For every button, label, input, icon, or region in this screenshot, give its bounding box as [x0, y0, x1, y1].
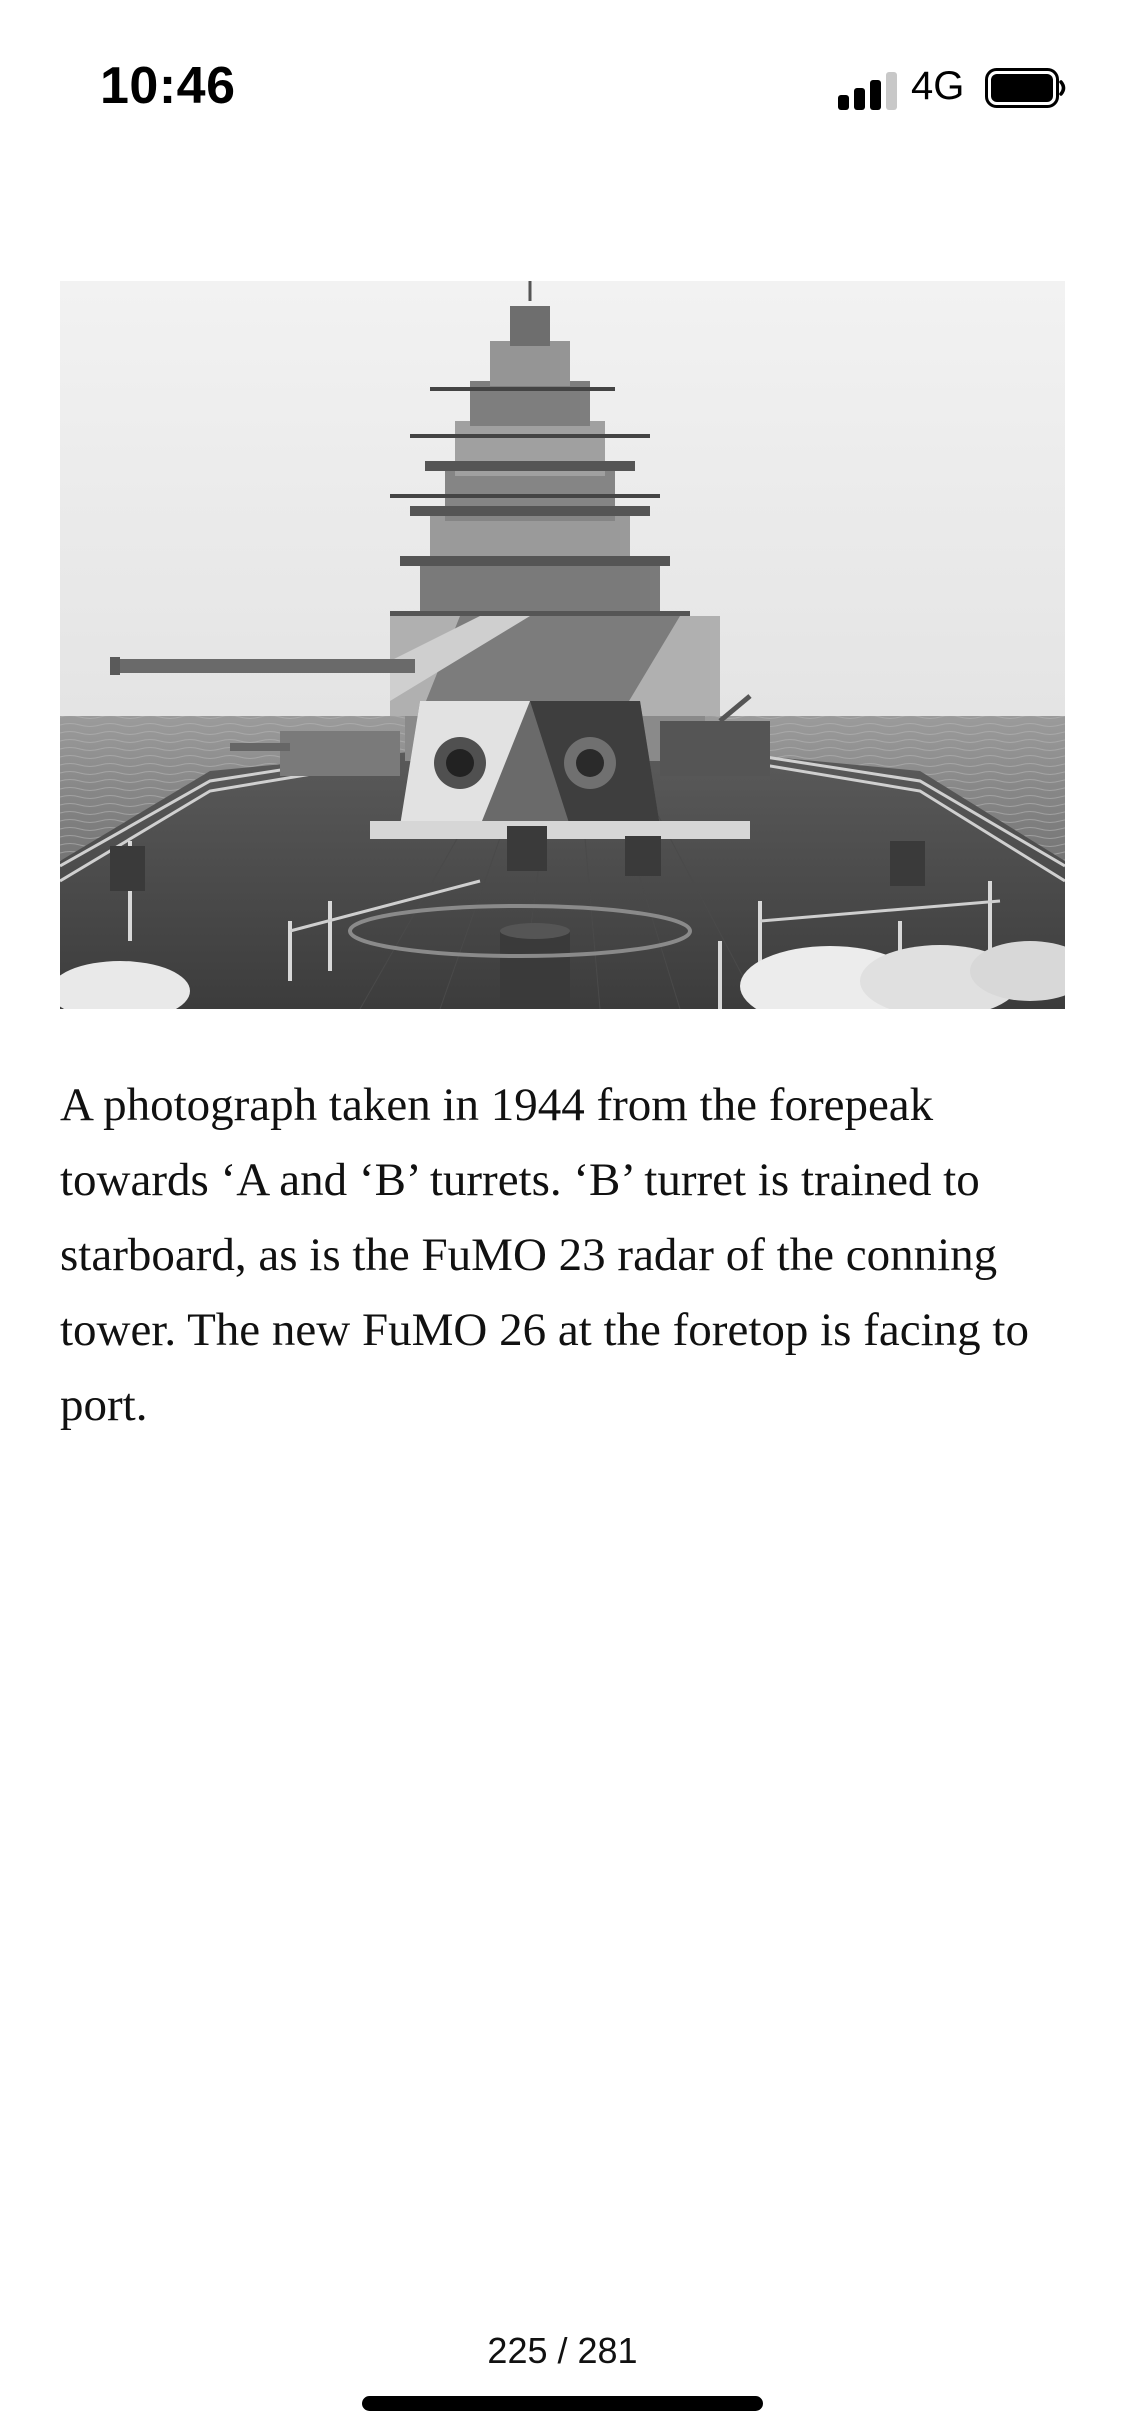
cellular-signal-icon [838, 70, 898, 110]
home-indicator[interactable] [362, 2396, 763, 2411]
status-time: 10:46 [100, 57, 236, 115]
page-indicator: 225 / 281 [487, 2330, 638, 2371]
photo-caption: A photograph taken in 1944 from the forepeak towards ‘A and ‘B’ turrets. ‘B’ turret is trained to starboard, as is the FuMO 23 radar of the conning tower. The new FuMO 26 at the foretop is facing to port. [60, 1079, 1029, 1431]
battleship-photograph [60, 281, 1065, 1009]
network-type: 4G [911, 64, 965, 108]
battery-icon [985, 68, 1067, 108]
status-bar [0, 0, 1125, 132]
